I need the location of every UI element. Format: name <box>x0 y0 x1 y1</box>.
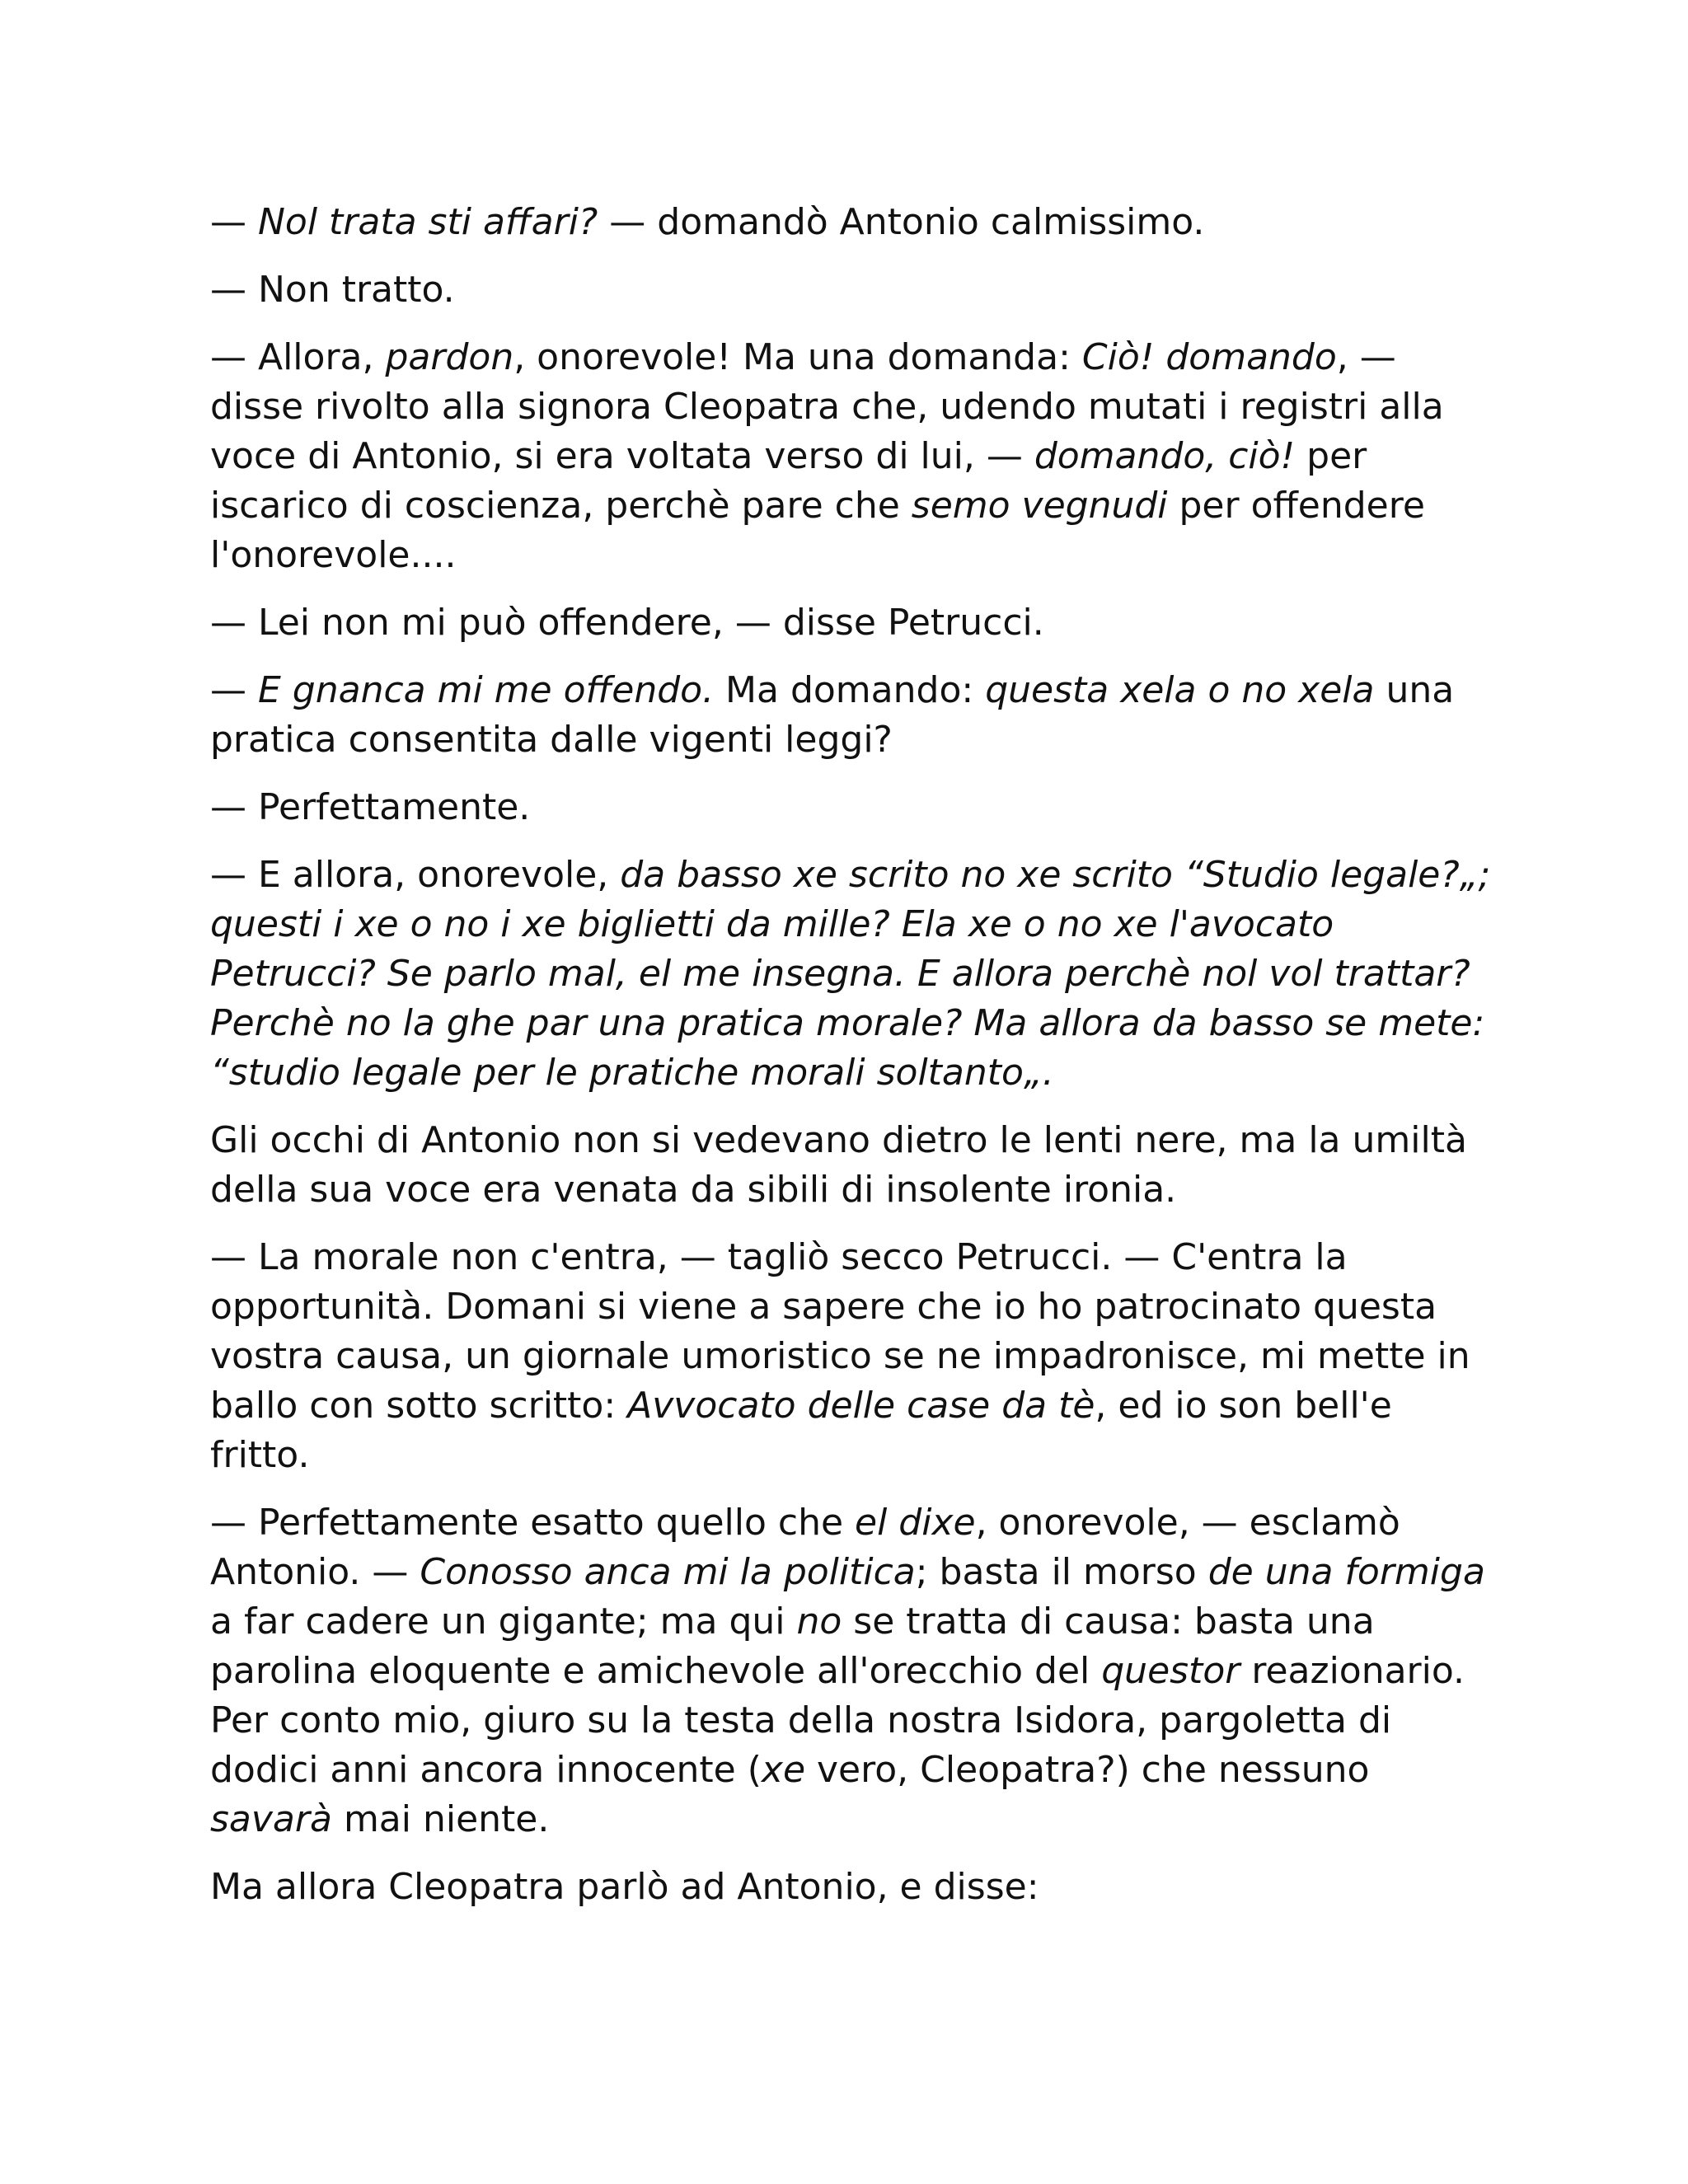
italic-text-run: Ciò! domando <box>1081 336 1337 378</box>
text-run: — Perfettamente. <box>210 786 531 828</box>
text-run: — <box>210 201 258 243</box>
italic-text-run: Conosso anca mi la politica <box>420 1551 916 1593</box>
text-run: — Allora, <box>210 336 386 378</box>
text-run: Ma allora Cleopatra parlò ad Antonio, e disse: <box>210 1866 1039 1908</box>
italic-text-run: domando, ciò! <box>1034 435 1296 477</box>
paragraph <box>210 265 1496 315</box>
text-run: a far cadere un gigante; ma qui <box>210 1601 797 1643</box>
paragraph <box>210 1116 1496 1215</box>
document-page <box>210 198 1496 1930</box>
text-run: — Lei non mi può offendere, — disse Petrucci. <box>210 602 1044 644</box>
text-run: Gli occhi di Antonio non si vedevano dietro le lenti nere, ma la umiltà della sua voce era venata da sibili di insolente ironia. <box>210 1119 1467 1211</box>
text-run: — Perfettamente esatto quello che <box>210 1502 856 1544</box>
paragraph <box>210 851 1496 1098</box>
text-run: vero, Cleopatra?) che nessuno <box>805 1749 1370 1791</box>
paragraph <box>210 598 1496 648</box>
paragraph <box>210 1498 1496 1844</box>
text-run: — Non tratto. <box>210 269 455 311</box>
italic-text-run: E gnanca mi me offendo. <box>258 669 715 711</box>
italic-text-run: no <box>796 1601 842 1643</box>
text-run: mai niente. <box>331 1798 550 1840</box>
paragraph <box>210 783 1496 832</box>
paragraph <box>210 333 1496 580</box>
paragraph <box>210 1863 1496 1912</box>
text-run: per offendere l'onorevole.... <box>210 485 1425 576</box>
italic-text-run: questor <box>1101 1650 1240 1692</box>
paragraph <box>210 666 1496 765</box>
text-run: , onorevole, — esclamò Antonio. — <box>210 1502 1400 1593</box>
body-text <box>210 198 1496 1912</box>
text-run: , — disse rivolto alla signora Cleopatra che, udendo mutati i registri alla voce di Antonio, si era voltata verso di lui, — <box>210 336 1444 477</box>
text-run: — domandò Antonio calmissimo. <box>598 201 1205 243</box>
paragraph <box>210 1233 1496 1480</box>
text-run: ; basta il morso <box>915 1551 1208 1593</box>
italic-text-run: de una formiga <box>1207 1551 1485 1593</box>
italic-text-run: semo vegnudi <box>911 485 1168 527</box>
text-run: Ma domando: <box>714 669 986 711</box>
italic-text-run: savarà <box>210 1798 332 1840</box>
text-run: — <box>210 669 258 711</box>
italic-text-run: pardon <box>385 336 514 378</box>
text-run: una pratica consentita dalle vigenti leggi? <box>210 669 1455 761</box>
italic-text-run: xe <box>761 1749 806 1791</box>
italic-text-run: el dixe <box>855 1502 976 1544</box>
italic-text-run: Nol trata sti affari? <box>258 201 598 243</box>
text-run: — E allora, onorevole, <box>210 854 621 896</box>
italic-text-run: questa xela o no xela <box>985 669 1375 711</box>
italic-text-run: Avvocato delle case da tè <box>627 1385 1095 1427</box>
text-run: se tratta di causa: basta una parolina eloquente e amichevole all'orecchio del <box>210 1601 1375 1692</box>
text-run: per iscarico di coscienza, perchè pare che <box>210 435 1367 527</box>
italic-text-run: da basso xe scrito no xe scrito “Studio legale?„; questi i xe o no i xe biglietti da mille? Ela xe o no xe l'avocato Petrucci? Se parlo mal, el me insegna. E allora perchè nol vol trattar? Perchè no la ghe par una pratica morale? Ma allora da basso se mete: “studio legale per le pratiche morali soltanto„. <box>210 854 1491 1094</box>
text-run: , onorevole! Ma una domanda: <box>513 336 1082 378</box>
text-run: , ed io son bell'e fritto. <box>210 1385 1392 1476</box>
paragraph <box>210 198 1496 247</box>
text-run: — La morale non c'entra, — tagliò secco Petrucci. — C'entra la opportunità. Domani si viene a sapere che io ho patrocinato questa vostra causa, un giornale umoristico se ne impadronisce, mi mette in ballo con sotto scritto: <box>210 1236 1470 1427</box>
text-run: reazionario. Per conto mio, giuro su la testa della nostra Isidora, pargoletta di dodici anni ancora innocente ( <box>210 1650 1465 1791</box>
